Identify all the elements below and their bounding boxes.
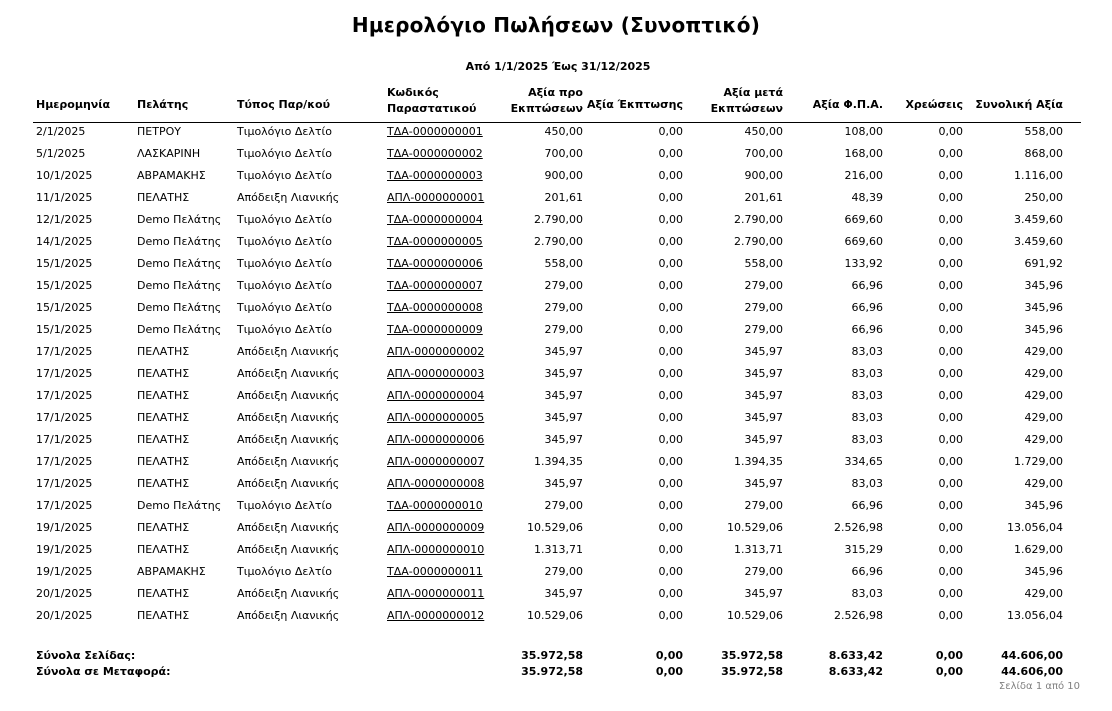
- col-header-total: Συνολική Αξία: [975, 98, 1063, 111]
- table-row: [0, 587, 1112, 609]
- cell-total: 558,00: [1024, 125, 1063, 138]
- cell-post-discount: 279,00: [744, 301, 783, 314]
- col-header-post-discount-line1: Αξία μετά: [723, 86, 783, 99]
- col-header-post-discount: [711, 85, 783, 117]
- cell-total: 429,00: [1024, 433, 1063, 446]
- cell-total: 429,00: [1024, 411, 1063, 424]
- cell-doc-type: Τιμολόγιο Δελτίο: [237, 499, 332, 512]
- total-pre-discount: 35.972,58: [521, 649, 583, 662]
- cell-doc-code[interactable]: ΑΠΛ-0000000011: [387, 587, 485, 600]
- cell-pre-discount: 2.790,00: [534, 235, 583, 248]
- cell-vat: 83,03: [851, 587, 883, 600]
- cell-doc-type: Απόδειξη Λιανικής: [237, 367, 340, 380]
- cell-total: 429,00: [1024, 389, 1063, 402]
- cell-customer: Demo Πελάτης: [137, 323, 222, 336]
- cell-pre-discount: 900,00: [544, 169, 583, 182]
- cell-doc-code[interactable]: ΑΠΛ-0000000003: [387, 367, 485, 380]
- cell-doc-type: Τιμολόγιο Δελτίο: [237, 125, 332, 138]
- cell-charges: 0,00: [938, 389, 963, 402]
- cell-total: 1.729,00: [1014, 455, 1063, 468]
- cell-charges: 0,00: [938, 411, 963, 424]
- cell-date: 17/1/2025: [36, 367, 93, 380]
- cell-charges: 0,00: [938, 213, 963, 226]
- cell-charges: 0,00: [938, 169, 963, 182]
- table-row: [0, 367, 1112, 389]
- total-total: 44.606,00: [1001, 649, 1063, 662]
- cell-doc-code[interactable]: ΑΠΛ-0000000004: [387, 389, 485, 402]
- cell-total: 1.116,00: [1014, 169, 1063, 182]
- cell-discount: 0,00: [658, 411, 683, 424]
- cell-vat: 315,29: [844, 543, 883, 556]
- cell-vat: 83,03: [851, 411, 883, 424]
- cell-post-discount: 558,00: [744, 257, 783, 270]
- cell-doc-type: Απόδειξη Λιανικής: [237, 543, 340, 556]
- cell-pre-discount: 2.790,00: [534, 213, 583, 226]
- total-post-discount: 35.972,58: [721, 665, 783, 678]
- cell-post-discount: 345,97: [744, 345, 783, 358]
- cell-date: 19/1/2025: [36, 565, 93, 578]
- cell-discount: 0,00: [658, 301, 683, 314]
- cell-total: 345,96: [1024, 279, 1063, 292]
- col-header-pre-discount-line2: Εκπτώσεων: [510, 102, 583, 115]
- cell-vat: 66,96: [851, 323, 883, 336]
- cell-doc-type: Απόδειξη Λιανικής: [237, 477, 340, 490]
- cell-date: 19/1/2025: [36, 521, 93, 534]
- cell-total: 868,00: [1024, 147, 1063, 160]
- table-row: [0, 191, 1112, 213]
- cell-post-discount: 279,00: [744, 565, 783, 578]
- cell-vat: 2.526,98: [834, 521, 883, 534]
- cell-doc-code[interactable]: ΤΔΑ-0000000006: [387, 257, 483, 270]
- cell-doc-type: Τιμολόγιο Δελτίο: [237, 147, 332, 160]
- page-indicator: Σελίδα 1 από 10: [998, 681, 1080, 692]
- cell-total: 250,00: [1024, 191, 1063, 204]
- cell-customer: Demo Πελάτης: [137, 499, 222, 512]
- total-post-discount: 35.972,58: [721, 649, 783, 662]
- cell-doc-type: Τιμολόγιο Δελτίο: [237, 279, 332, 292]
- cell-charges: 0,00: [938, 521, 963, 534]
- cell-doc-code[interactable]: ΤΔΑ-0000000004: [387, 213, 483, 226]
- cell-charges: 0,00: [938, 499, 963, 512]
- cell-discount: 0,00: [658, 235, 683, 248]
- cell-discount: 0,00: [658, 213, 683, 226]
- cell-discount: 0,00: [658, 587, 683, 600]
- report-period: Από 1/1/2025 Έως 31/12/2025: [465, 60, 651, 73]
- col-header-pre-discount: [511, 85, 583, 117]
- table-row: [0, 213, 1112, 235]
- cell-doc-type: Απόδειξη Λιανικής: [237, 411, 340, 424]
- cell-post-discount: 345,97: [744, 433, 783, 446]
- cell-post-discount: 345,97: [744, 367, 783, 380]
- cell-post-discount: 345,97: [744, 411, 783, 424]
- table-row: [0, 301, 1112, 323]
- cell-discount: 0,00: [658, 499, 683, 512]
- cell-pre-discount: 279,00: [544, 279, 583, 292]
- cell-discount: 0,00: [658, 389, 683, 402]
- cell-discount: 0,00: [658, 433, 683, 446]
- cell-discount: 0,00: [658, 279, 683, 292]
- cell-customer: Demo Πελάτης: [137, 235, 222, 248]
- col-header-doc-type: Τύπος Παρ/κού: [237, 98, 330, 111]
- cell-charges: 0,00: [938, 191, 963, 204]
- cell-discount: 0,00: [658, 125, 683, 138]
- cell-doc-code[interactable]: ΤΔΑ-0000000008: [387, 301, 483, 314]
- totals-label: Σύνολα σε Μεταφορά:: [36, 665, 171, 678]
- cell-pre-discount: 700,00: [544, 147, 583, 160]
- cell-total: 1.629,00: [1014, 543, 1063, 556]
- total-vat: 8.633,42: [828, 649, 883, 662]
- col-header-charges: Χρεώσεις: [905, 98, 963, 111]
- cell-charges: 0,00: [938, 323, 963, 336]
- total-charges: 0,00: [935, 649, 963, 662]
- table-row: [0, 455, 1112, 477]
- cell-customer: ΠΕΛΑΤΗΣ: [137, 411, 190, 424]
- cell-pre-discount: 345,97: [544, 411, 583, 424]
- cell-pre-discount: 201,61: [544, 191, 583, 204]
- cell-post-discount: 700,00: [744, 147, 783, 160]
- cell-pre-discount: 279,00: [544, 323, 583, 336]
- cell-customer: ΠΕΛΑΤΗΣ: [137, 609, 190, 622]
- cell-doc-code[interactable]: ΑΠΛ-0000000002: [387, 345, 485, 358]
- cell-charges: 0,00: [938, 477, 963, 490]
- cell-pre-discount: 450,00: [544, 125, 583, 138]
- cell-discount: 0,00: [658, 367, 683, 380]
- cell-customer: Demo Πελάτης: [137, 257, 222, 270]
- cell-vat: 83,03: [851, 389, 883, 402]
- cell-charges: 0,00: [938, 235, 963, 248]
- cell-customer: Demo Πελάτης: [137, 279, 222, 292]
- cell-doc-code[interactable]: ΤΔΑ-0000000002: [387, 147, 483, 160]
- cell-total: 345,96: [1024, 323, 1063, 336]
- cell-doc-type: Τιμολόγιο Δελτίο: [237, 565, 332, 578]
- cell-pre-discount: 345,97: [544, 367, 583, 380]
- table-row: [0, 609, 1112, 631]
- cell-total: 429,00: [1024, 367, 1063, 380]
- cell-total: 3.459,60: [1014, 235, 1063, 248]
- table-row: [0, 125, 1112, 147]
- report-title: Ημερολόγιο Πωλήσεων (Συνοπτικό): [351, 13, 761, 37]
- cell-discount: 0,00: [658, 521, 683, 534]
- total-pre-discount: 35.972,58: [521, 665, 583, 678]
- cell-total: 691,92: [1024, 257, 1063, 270]
- cell-date: 20/1/2025: [36, 587, 93, 600]
- cell-charges: 0,00: [938, 587, 963, 600]
- cell-customer: Demo Πελάτης: [137, 213, 222, 226]
- cell-discount: 0,00: [658, 345, 683, 358]
- cell-date: 17/1/2025: [36, 433, 93, 446]
- cell-doc-type: Τιμολόγιο Δελτίο: [237, 257, 332, 270]
- col-header-doc-code-line2: Παραστατικού: [387, 102, 477, 115]
- cell-pre-discount: 558,00: [544, 257, 583, 270]
- cell-post-discount: 10.529,06: [727, 521, 783, 534]
- cell-post-discount: 279,00: [744, 499, 783, 512]
- cell-total: 345,96: [1024, 565, 1063, 578]
- total-charges: 0,00: [935, 665, 963, 678]
- carry-forward-totals-row: [0, 665, 1112, 681]
- cell-discount: 0,00: [658, 455, 683, 468]
- col-header-doc-code-line1: Κωδικός: [387, 86, 439, 99]
- cell-pre-discount: 279,00: [544, 301, 583, 314]
- cell-date: 2/1/2025: [36, 125, 86, 138]
- cell-total: 429,00: [1024, 477, 1063, 490]
- col-header-post-discount-line2: Εκπτώσεων: [710, 102, 783, 115]
- cell-pre-discount: 345,97: [544, 389, 583, 402]
- cell-doc-type: Απόδειξη Λιανικής: [237, 455, 340, 468]
- cell-total: 345,96: [1024, 499, 1063, 512]
- table-row: [0, 323, 1112, 345]
- cell-vat: 133,92: [844, 257, 883, 270]
- cell-doc-code[interactable]: ΤΔΑ-0000000010: [387, 499, 483, 512]
- cell-vat: 83,03: [851, 367, 883, 380]
- cell-customer: ΠΕΛΑΤΗΣ: [137, 389, 190, 402]
- cell-customer: ΠΕΛΑΤΗΣ: [137, 191, 190, 204]
- cell-vat: 66,96: [851, 565, 883, 578]
- cell-vat: 168,00: [844, 147, 883, 160]
- cell-charges: 0,00: [938, 609, 963, 622]
- table-row: [0, 257, 1112, 279]
- cell-charges: 0,00: [938, 543, 963, 556]
- cell-doc-code[interactable]: ΤΔΑ-0000000009: [387, 323, 483, 336]
- cell-vat: 66,96: [851, 279, 883, 292]
- cell-post-discount: 1.313,71: [734, 543, 783, 556]
- cell-pre-discount: 345,97: [544, 345, 583, 358]
- col-header-pre-discount-line1: Αξία προ: [528, 86, 583, 99]
- cell-pre-discount: 1.394,35: [534, 455, 583, 468]
- cell-customer: ΑΒΡΑΜΑΚΗΣ: [137, 169, 206, 182]
- cell-customer: ΠΕΛΑΤΗΣ: [137, 455, 190, 468]
- cell-date: 12/1/2025: [36, 213, 93, 226]
- cell-date: 17/1/2025: [36, 477, 93, 490]
- cell-vat: 108,00: [844, 125, 883, 138]
- cell-doc-type: Απόδειξη Λιανικής: [237, 587, 340, 600]
- cell-customer: ΑΒΡΑΜΑΚΗΣ: [137, 565, 206, 578]
- cell-charges: 0,00: [938, 345, 963, 358]
- cell-vat: 83,03: [851, 433, 883, 446]
- cell-pre-discount: 1.313,71: [534, 543, 583, 556]
- cell-doc-type: Απόδειξη Λιανικής: [237, 345, 340, 358]
- cell-total: 429,00: [1024, 587, 1063, 600]
- cell-doc-code[interactable]: ΑΠΛ-0000000012: [387, 609, 485, 622]
- cell-charges: 0,00: [938, 565, 963, 578]
- cell-customer: ΠΕΛΑΤΗΣ: [137, 345, 190, 358]
- cell-total: 3.459,60: [1014, 213, 1063, 226]
- cell-doc-type: Απόδειξη Λιανικής: [237, 433, 340, 446]
- cell-pre-discount: 345,97: [544, 477, 583, 490]
- cell-date: 5/1/2025: [36, 147, 86, 160]
- cell-date: 15/1/2025: [36, 301, 93, 314]
- col-header-customer: Πελάτης: [137, 98, 189, 111]
- cell-customer: ΠΕΛΑΤΗΣ: [137, 543, 190, 556]
- cell-charges: 0,00: [938, 125, 963, 138]
- cell-date: 17/1/2025: [36, 389, 93, 402]
- cell-customer: ΠΕΛΑΤΗΣ: [137, 433, 190, 446]
- cell-doc-type: Τιμολόγιο Δελτίο: [237, 323, 332, 336]
- cell-post-discount: 345,97: [744, 389, 783, 402]
- header-divider: [33, 122, 1081, 123]
- table-row: [0, 411, 1112, 433]
- cell-discount: 0,00: [658, 477, 683, 490]
- cell-discount: 0,00: [658, 609, 683, 622]
- cell-vat: 669,60: [844, 213, 883, 226]
- cell-date: 10/1/2025: [36, 169, 93, 182]
- cell-pre-discount: 279,00: [544, 499, 583, 512]
- cell-discount: 0,00: [658, 323, 683, 336]
- table-row: [0, 389, 1112, 411]
- cell-post-discount: 279,00: [744, 323, 783, 336]
- col-header-vat: Αξία Φ.Π.Α.: [812, 98, 883, 111]
- cell-vat: 2.526,98: [834, 609, 883, 622]
- table-row: [0, 499, 1112, 521]
- cell-date: 17/1/2025: [36, 411, 93, 424]
- cell-vat: 334,65: [844, 455, 883, 468]
- cell-post-discount: 2.790,00: [734, 235, 783, 248]
- cell-discount: 0,00: [658, 543, 683, 556]
- cell-date: 17/1/2025: [36, 345, 93, 358]
- cell-vat: 669,60: [844, 235, 883, 248]
- cell-discount: 0,00: [658, 191, 683, 204]
- cell-doc-code[interactable]: ΤΔΑ-0000000007: [387, 279, 483, 292]
- cell-post-discount: 900,00: [744, 169, 783, 182]
- cell-customer: ΛΑΣΚΑΡΙΝΗ: [137, 147, 201, 160]
- cell-total: 345,96: [1024, 301, 1063, 314]
- total-total: 44.606,00: [1001, 665, 1063, 678]
- cell-doc-code[interactable]: ΑΠΛ-0000000005: [387, 411, 485, 424]
- cell-pre-discount: 345,97: [544, 433, 583, 446]
- cell-vat: 83,03: [851, 345, 883, 358]
- cell-post-discount: 10.529,06: [727, 609, 783, 622]
- cell-vat: 66,96: [851, 499, 883, 512]
- cell-total: 13.056,04: [1007, 609, 1063, 622]
- cell-charges: 0,00: [938, 147, 963, 160]
- col-header-discount: Αξία Έκπτωσης: [586, 98, 683, 111]
- cell-doc-type: Απόδειξη Λιανικής: [237, 191, 340, 204]
- cell-vat: 216,00: [844, 169, 883, 182]
- col-header-date: Ημερομηνία: [36, 98, 111, 111]
- cell-doc-code[interactable]: ΑΠΛ-0000000007: [387, 455, 485, 468]
- cell-doc-code[interactable]: ΑΠΛ-0000000008: [387, 477, 485, 490]
- page-totals-row: [0, 649, 1112, 665]
- cell-vat: 48,39: [851, 191, 883, 204]
- cell-customer: ΠΕΛΑΤΗΣ: [137, 477, 190, 490]
- cell-pre-discount: 279,00: [544, 565, 583, 578]
- table-row: [0, 521, 1112, 543]
- cell-customer: ΠΕΤΡΟΥ: [137, 125, 181, 138]
- cell-charges: 0,00: [938, 433, 963, 446]
- cell-pre-discount: 10.529,06: [527, 609, 583, 622]
- cell-pre-discount: 10.529,06: [527, 521, 583, 534]
- cell-charges: 0,00: [938, 301, 963, 314]
- cell-doc-code[interactable]: ΤΔΑ-0000000001: [387, 125, 483, 138]
- cell-post-discount: 450,00: [744, 125, 783, 138]
- totals-label: Σύνολα Σελίδας:: [36, 649, 136, 662]
- table-row: [0, 279, 1112, 301]
- cell-post-discount: 201,61: [744, 191, 783, 204]
- cell-date: 15/1/2025: [36, 279, 93, 292]
- cell-doc-code[interactable]: ΑΠΛ-0000000006: [387, 433, 485, 446]
- table-row: [0, 433, 1112, 455]
- table-row: [0, 345, 1112, 367]
- cell-doc-code[interactable]: ΤΔΑ-0000000005: [387, 235, 483, 248]
- cell-charges: 0,00: [938, 257, 963, 270]
- cell-doc-code[interactable]: ΤΔΑ-0000000003: [387, 169, 483, 182]
- cell-doc-code[interactable]: ΤΔΑ-0000000011: [387, 565, 483, 578]
- cell-discount: 0,00: [658, 565, 683, 578]
- cell-doc-type: Απόδειξη Λιανικής: [237, 521, 340, 534]
- cell-vat: 66,96: [851, 301, 883, 314]
- table-row: [0, 147, 1112, 169]
- cell-doc-type: Τιμολόγιο Δελτίο: [237, 235, 332, 248]
- cell-charges: 0,00: [938, 455, 963, 468]
- total-discount: 0,00: [655, 649, 683, 662]
- table-row: [0, 235, 1112, 257]
- cell-date: 15/1/2025: [36, 257, 93, 270]
- cell-doc-type: Απόδειξη Λιανικής: [237, 389, 340, 402]
- table-row: [0, 565, 1112, 587]
- cell-date: 14/1/2025: [36, 235, 93, 248]
- cell-doc-code[interactable]: ΑΠΛ-0000000009: [387, 521, 485, 534]
- col-header-doc-code: [387, 85, 476, 117]
- cell-post-discount: 345,97: [744, 477, 783, 490]
- cell-discount: 0,00: [658, 169, 683, 182]
- cell-date: 19/1/2025: [36, 543, 93, 556]
- cell-doc-type: Τιμολόγιο Δελτίο: [237, 301, 332, 314]
- cell-doc-type: Απόδειξη Λιανικής: [237, 609, 340, 622]
- cell-post-discount: 2.790,00: [734, 213, 783, 226]
- cell-customer: ΠΕΛΑΤΗΣ: [137, 367, 190, 380]
- cell-discount: 0,00: [658, 257, 683, 270]
- table-row: [0, 477, 1112, 499]
- cell-date: 20/1/2025: [36, 609, 93, 622]
- cell-doc-type: Τιμολόγιο Δελτίο: [237, 213, 332, 226]
- cell-vat: 83,03: [851, 477, 883, 490]
- cell-pre-discount: 345,97: [544, 587, 583, 600]
- cell-discount: 0,00: [658, 147, 683, 160]
- table-row: [0, 169, 1112, 191]
- total-vat: 8.633,42: [828, 665, 883, 678]
- cell-total: 13.056,04: [1007, 521, 1063, 534]
- cell-charges: 0,00: [938, 279, 963, 292]
- cell-date: 15/1/2025: [36, 323, 93, 336]
- cell-customer: Demo Πελάτης: [137, 301, 222, 314]
- cell-customer: ΠΕΛΑΤΗΣ: [137, 521, 190, 534]
- total-discount: 0,00: [655, 665, 683, 678]
- cell-post-discount: 1.394,35: [734, 455, 783, 468]
- cell-date: 11/1/2025: [36, 191, 93, 204]
- cell-total: 429,00: [1024, 345, 1063, 358]
- cell-post-discount: 279,00: [744, 279, 783, 292]
- cell-date: 17/1/2025: [36, 499, 93, 512]
- cell-doc-code[interactable]: ΑΠΛ-0000000001: [387, 191, 485, 204]
- cell-charges: 0,00: [938, 367, 963, 380]
- cell-doc-code[interactable]: ΑΠΛ-0000000010: [387, 543, 485, 556]
- cell-doc-type: Τιμολόγιο Δελτίο: [237, 169, 332, 182]
- table-row: [0, 543, 1112, 565]
- cell-post-discount: 345,97: [744, 587, 783, 600]
- cell-customer: ΠΕΛΑΤΗΣ: [137, 587, 190, 600]
- cell-date: 17/1/2025: [36, 455, 93, 468]
